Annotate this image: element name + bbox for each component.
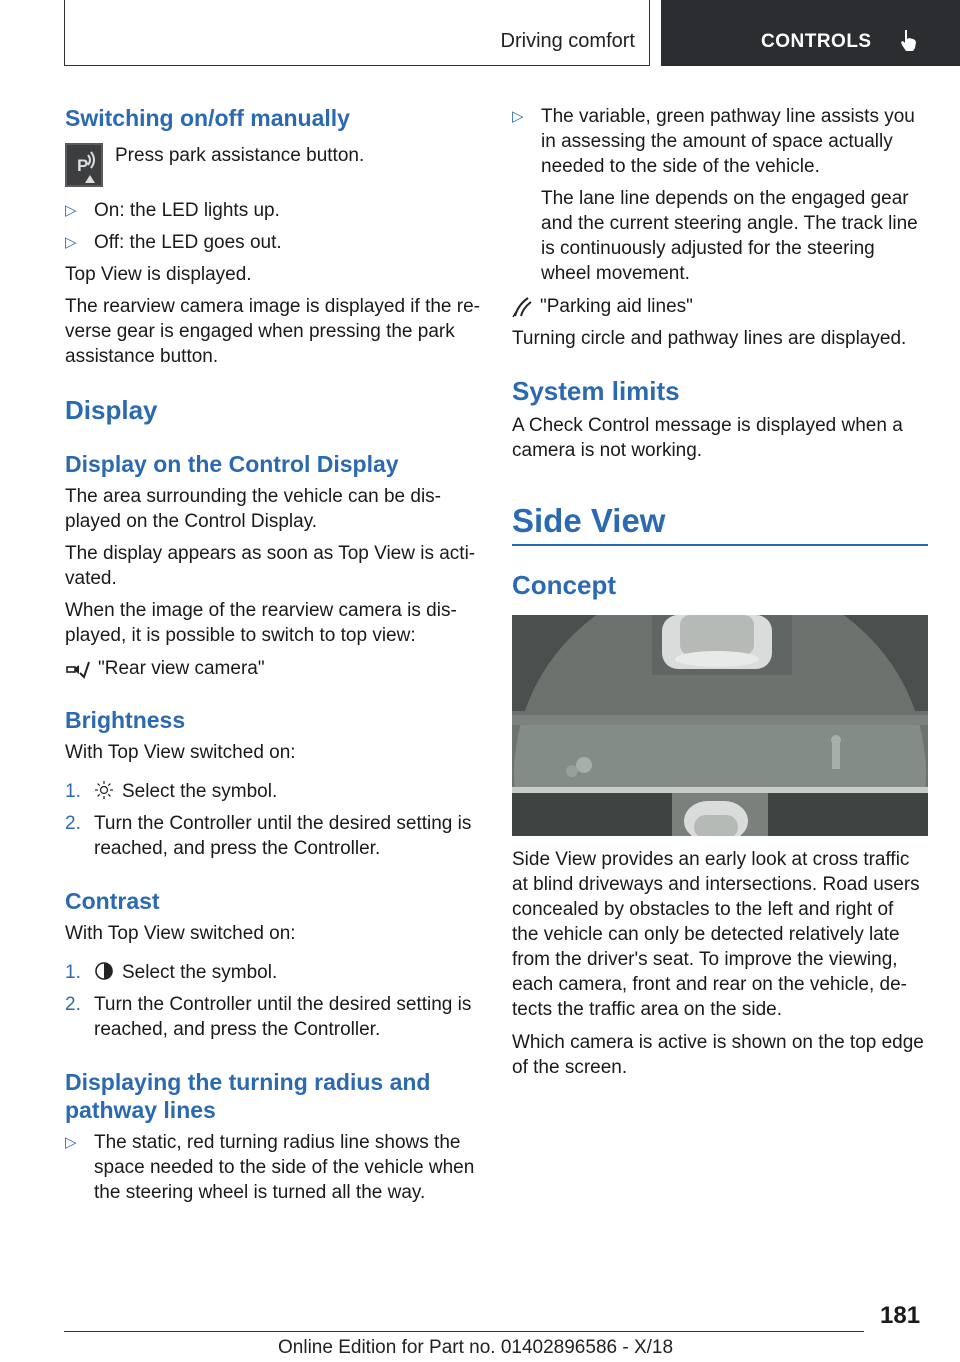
- paragraph-line: When the image of the rearview camera is dis‐: [65, 600, 457, 621]
- list-item: ▷ The static, red turning radius line shows the: [65, 1132, 461, 1153]
- switching-heading: Switching on/off manually: [65, 105, 350, 131]
- header-chapter-title: CONTROLS: [761, 31, 872, 52]
- contrast-heading: Contrast: [65, 888, 160, 914]
- list-item-continuation: is continuously adjusted for the steering: [541, 238, 875, 259]
- paragraph-line: each camera, front and rear on the vehicle, de‐: [512, 974, 908, 995]
- paragraph-line: verse gear is engaged when pressing the park: [65, 321, 455, 342]
- header-chapter-box: [661, 0, 960, 66]
- contrast-icon: [94, 961, 114, 981]
- list-item: 1. Select the symbol.: [65, 781, 278, 802]
- paragraph-line: The area surrounding the vehicle can be dis‐: [65, 486, 442, 507]
- display-heading: Display: [65, 395, 158, 425]
- side-view-heading: Side View: [512, 502, 666, 539]
- header-section-box: [64, 0, 650, 66]
- paragraph-line: played, it is possible to switch to top view:: [65, 625, 416, 646]
- list-item: ▷ On: the LED lights up.: [65, 200, 280, 221]
- brightness-heading: Brightness: [65, 707, 186, 733]
- list-item-continuation: the steering wheel is turned all the way.: [94, 1182, 426, 1203]
- paragraph-line: Which camera is active is shown on the top edge: [512, 1032, 924, 1053]
- list-item-continuation: reached, and press the Controller.: [94, 838, 381, 859]
- paragraph-line: Side View provides an early look at cross traffic: [512, 849, 910, 870]
- paragraph-line: played on the Control Display.: [65, 511, 318, 532]
- paragraph-line: tects the traffic area on the side.: [512, 999, 783, 1020]
- paragraph-line: The display appears as soon as Top View is acti‐: [65, 543, 476, 564]
- turning-heading-line2: pathway lines: [65, 1097, 216, 1123]
- edition-note: Online Edition for Part no. 01402896586 - X/18: [278, 1337, 674, 1358]
- paragraph-line: A Check Control message is displayed when a: [512, 415, 903, 436]
- triangle-bullet-icon: ▷: [65, 202, 77, 219]
- list-item-continuation: space needed to the side of the vehicle when: [94, 1157, 475, 1178]
- list-item-continuation: The lane line depends on the engaged gear: [541, 188, 909, 209]
- park-assist-button-icon: [65, 143, 103, 187]
- parking-aid-lines-icon: [512, 296, 534, 318]
- system-limits-heading: System limits: [512, 376, 680, 406]
- paragraph-line: from the driver's seat. To improve the viewing,: [512, 949, 898, 970]
- list-item-continuation: wheel movement.: [541, 263, 690, 284]
- paragraph-line: of the screen.: [512, 1057, 628, 1078]
- rear-camera-label: "Rear view camera": [98, 658, 265, 679]
- display-subheading: Display on the Control Display: [65, 451, 399, 477]
- paragraph: With Top View switched on:: [65, 742, 296, 763]
- list-item-continuation: and the current steering angle. The track line: [541, 213, 918, 234]
- list-item: 2. Turn the Controller until the desired setting is: [65, 994, 472, 1015]
- paragraph-line: assistance button.: [65, 346, 219, 367]
- triangle-bullet-icon: ▷: [65, 234, 77, 251]
- list-item-continuation: reached, and press the Controller.: [94, 1019, 381, 1040]
- concept-heading: Concept: [512, 570, 616, 600]
- list-item-continuation: needed to the side of the vehicle.: [541, 156, 820, 177]
- sun-icon: [94, 780, 114, 800]
- list-item: 1. Select the symbol.: [65, 962, 278, 983]
- triangle-bullet-icon: ▷: [65, 1134, 77, 1151]
- paragraph-line: concealed by obstacles to the left and right of: [512, 899, 894, 920]
- paragraph: Turning circle and pathway lines are displayed.: [512, 328, 907, 349]
- list-item-continuation: in assessing the amount of space actually: [541, 131, 893, 152]
- press-button-instruction: Press park assistance button.: [115, 145, 365, 166]
- paragraph-line: the vehicle can only be detected relatively late: [512, 924, 900, 945]
- list-item: 2. Turn the Controller until the desired setting is: [65, 813, 472, 834]
- hand-pointer-icon: [897, 28, 921, 52]
- parking-aid-label: "Parking aid lines": [540, 296, 693, 317]
- list-item: ▷ The variable, green pathway line assists you: [512, 106, 915, 127]
- header-section-title: Driving comfort: [500, 30, 635, 52]
- paragraph-line: camera is not working.: [512, 440, 703, 461]
- triangle-bullet-icon: ▷: [512, 108, 524, 125]
- paragraph: With Top View switched on:: [65, 923, 296, 944]
- paragraph-line: at blind driveways and intersections. Road users: [512, 874, 920, 895]
- paragraph-line: vated.: [65, 568, 117, 589]
- paragraph: Top View is displayed.: [65, 264, 252, 285]
- turning-heading-line1: Displaying the turning radius and: [65, 1069, 431, 1095]
- footer-divider: [64, 1331, 864, 1332]
- list-item: ▷ Off: the LED goes out.: [65, 232, 282, 253]
- side-view-divider: [512, 544, 928, 546]
- svg-text:P: P: [77, 156, 89, 175]
- paragraph-line: The rearview camera image is displayed if the re‐: [65, 296, 481, 317]
- side-view-illustration: [512, 615, 928, 836]
- rear-camera-icon: [66, 659, 90, 679]
- page-number: 181: [880, 1302, 921, 1329]
